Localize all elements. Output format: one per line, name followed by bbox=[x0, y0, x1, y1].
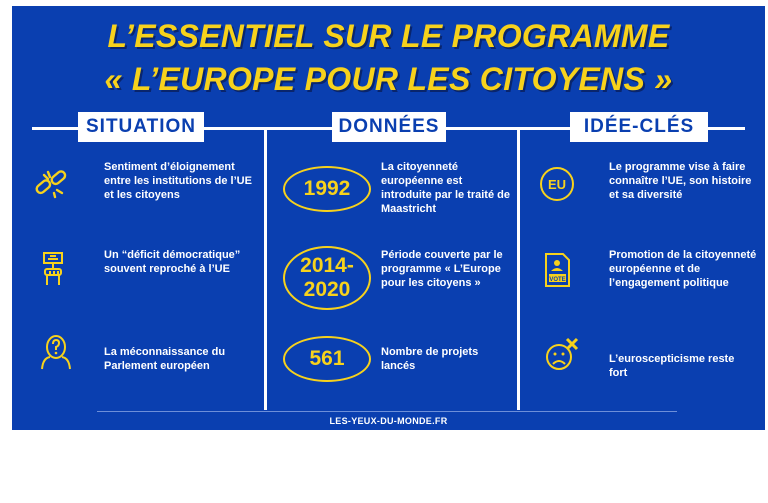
heading-donnees: DONNÉES bbox=[332, 112, 446, 142]
situation-text-3: La méconnaissance du Parlement européen bbox=[104, 346, 226, 372]
broken-chain-icon bbox=[33, 166, 69, 202]
sad-face-cross-icon bbox=[544, 336, 580, 372]
question-person-icon bbox=[38, 334, 74, 370]
protest-sign-icon bbox=[36, 251, 72, 287]
stat-2014-2020 bbox=[283, 246, 371, 310]
vote-ballot-icon bbox=[539, 252, 575, 288]
stat-2014-2020-line2: 2020 bbox=[303, 278, 351, 301]
situation-text-2: Un “déficit démocratique” souvent reproché à l’UE bbox=[104, 249, 241, 275]
footer-credit: LES-YEUX-DU-MONDE.FR bbox=[329, 416, 448, 426]
title-line-1: L’ESSENTIEL SUR LE PROGRAMME bbox=[107, 18, 670, 54]
stat-2014-2020-line1: 2014- bbox=[300, 254, 354, 277]
idees-text-1: Le programme vise à faire connaître l’UE, son histoire et sa diversité bbox=[609, 161, 752, 201]
heading-situation: SITUATION bbox=[78, 112, 204, 142]
infographic-panel bbox=[12, 6, 765, 430]
donnees-text-1: La citoyenneté européenne est introduite par le traité de Maastricht bbox=[381, 161, 510, 215]
title-line-2: « L’EUROPE POUR LES CITOYENS » bbox=[104, 61, 673, 97]
heading-idees: IDÉE-CLÉS bbox=[570, 112, 708, 142]
vote-ballot-label: VOTE bbox=[549, 277, 566, 283]
donnees-text-2: Période couverte par le programme « L’Europe pour les citoyens » bbox=[381, 249, 503, 289]
eu-badge-label: EU bbox=[547, 177, 567, 192]
stat-561: 561 bbox=[283, 336, 371, 382]
stat-1992: 1992 bbox=[283, 166, 371, 212]
column-divider-left bbox=[264, 130, 267, 410]
eu-badge-icon bbox=[539, 166, 575, 202]
donnees-text-3: Nombre de projets lancés bbox=[381, 346, 479, 372]
column-divider-right bbox=[517, 130, 520, 410]
situation-text-1: Sentiment d’éloignement entre les institutions de l’UE et les citoyens bbox=[104, 161, 252, 201]
stat-2014-2020-text bbox=[300, 254, 354, 302]
footer-divider bbox=[97, 411, 677, 412]
idees-text-2: Promotion de la citoyenneté européenne et de l’engagement politique bbox=[609, 249, 757, 289]
idees-text-3: L’euroscepticisme reste fort bbox=[609, 353, 735, 379]
